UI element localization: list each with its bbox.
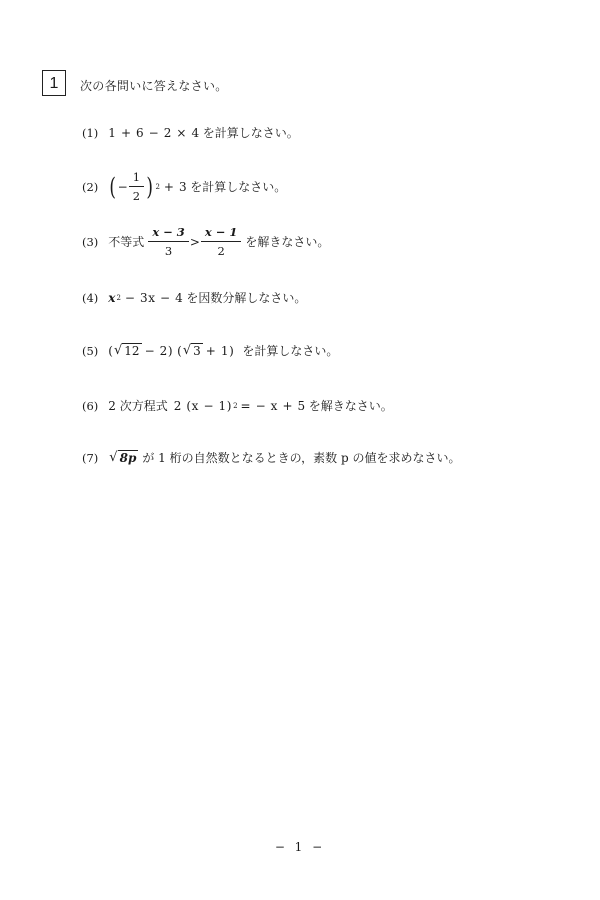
item-label: (3) xyxy=(82,234,99,249)
exponent: 2 xyxy=(155,182,160,191)
variable-x: x xyxy=(108,290,116,305)
item-label: (4) xyxy=(82,290,99,305)
fraction-denominator: 2 xyxy=(201,241,242,258)
radical-sign-icon: √ xyxy=(113,343,123,358)
item-3 xyxy=(82,225,329,258)
item-label: (6) xyxy=(82,398,99,413)
question-intro: 次の各問いに答えなさい。 xyxy=(80,79,228,93)
right-paren: ) xyxy=(146,172,154,201)
instruction-text: を計算しなさい。 xyxy=(190,180,287,194)
item-label: (2) xyxy=(82,179,99,194)
fraction-denominator: 3 xyxy=(148,241,189,258)
instruction-text: を計算しなさい。 xyxy=(242,344,339,358)
exponent: 2 xyxy=(116,293,121,302)
expression: + 1) xyxy=(205,343,235,358)
item-label: (1) xyxy=(82,125,99,140)
fraction-numerator: 1 xyxy=(132,170,141,184)
item-label: (5) xyxy=(82,343,99,358)
instruction-text: を因数分解しなさい。 xyxy=(186,291,307,305)
item-5 xyxy=(82,342,338,359)
expression: = − x + 5 xyxy=(240,398,306,413)
instruction-text: を計算しなさい。 xyxy=(202,126,299,140)
item-label: (7) xyxy=(82,450,99,465)
square-root xyxy=(183,343,203,358)
item-4 xyxy=(82,289,306,306)
exponent: 2 xyxy=(233,401,238,410)
left-paren: ( xyxy=(109,172,117,201)
fraction-left xyxy=(150,225,187,258)
page-number: − 1 − xyxy=(274,840,326,854)
fraction-numerator: x − 1 xyxy=(204,225,238,239)
prefix-text: 不等式 xyxy=(108,235,145,249)
expression: − 3x − 4 xyxy=(124,290,184,305)
radical-sign-icon: √ xyxy=(182,343,192,358)
expression: + 3 xyxy=(163,179,188,194)
square-root xyxy=(114,343,142,358)
radical-sign-icon: √ xyxy=(109,450,118,465)
radicand: 3 xyxy=(193,344,201,358)
left-paren: ( xyxy=(108,343,113,358)
expression: 1 + 6 − 2 × 4 xyxy=(108,125,200,140)
instruction-text: が 1 桁の自然数となるときの，素数 p の値を求めなさい。 xyxy=(142,451,461,465)
fraction xyxy=(131,170,142,203)
item-7 xyxy=(82,449,460,466)
square-root xyxy=(109,450,138,465)
expression: 2 (x − 1) xyxy=(173,398,233,413)
left-paren: ( xyxy=(177,343,182,358)
expression: − 2) xyxy=(144,343,174,358)
minus-sign: − xyxy=(117,179,128,194)
instruction-text: を解きなさい。 xyxy=(245,235,330,249)
item-6 xyxy=(82,397,393,414)
item-1 xyxy=(82,124,299,141)
question-number-box: 1 xyxy=(42,70,66,96)
prefix-text: 2 次方程式 xyxy=(108,399,168,413)
item-2 xyxy=(82,170,286,203)
fraction-right xyxy=(203,225,240,258)
instruction-text: を解きなさい。 xyxy=(308,399,393,413)
fraction-numerator: x − 3 xyxy=(152,225,185,239)
fraction-denominator: 2 xyxy=(129,186,144,203)
radicand: 12 xyxy=(124,344,140,358)
greater-than: > xyxy=(189,234,200,249)
radicand: 8p xyxy=(119,451,137,465)
